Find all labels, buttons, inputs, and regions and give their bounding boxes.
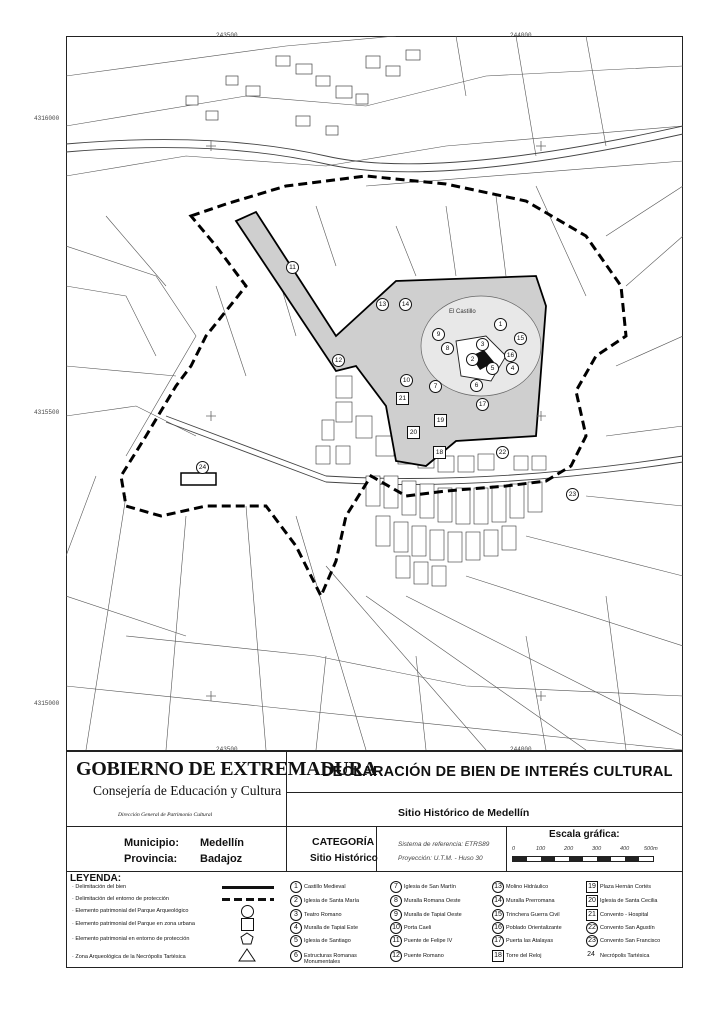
monument-label: Teatro Romano — [304, 912, 342, 918]
map-marker-12[interactable]: 12 — [332, 354, 345, 367]
monument-item-3 — [294, 911, 342, 918]
monument-label: Puente de Felipe IV — [404, 938, 453, 944]
map-marker-15[interactable]: 15 — [514, 332, 527, 345]
map-marker-11[interactable]: 11 — [286, 261, 299, 274]
categoria-label: CATEGORÍA — [312, 836, 375, 848]
map-marker-13[interactable]: 13 — [376, 298, 389, 311]
monument-item-21 — [588, 911, 649, 918]
site-title: Sitio Histórico de Medellín — [398, 807, 530, 819]
monument-item-13 — [494, 883, 549, 890]
map-marker-18[interactable]: 18 — [433, 446, 446, 459]
parcel-lines — [66, 36, 683, 750]
monument-item-11 — [392, 937, 453, 944]
map-marker-6[interactable]: 6 — [470, 379, 483, 392]
legend-triangle-symbol — [238, 948, 256, 962]
titleblock-line-decl — [286, 792, 683, 793]
monument-item-19 — [588, 883, 652, 890]
scale-tick-0: 0 — [512, 846, 516, 852]
provincia-value: Badajoz — [200, 853, 243, 865]
coord-top-left: 243500 — [216, 32, 238, 39]
legend-line-dashed — [222, 898, 274, 901]
monument-label: Puerta las Atalayas — [506, 938, 554, 944]
coord-left-middle: 4315500 — [34, 409, 60, 416]
monument-label: Convento San Agustín — [600, 925, 655, 931]
reference-system: Sistema de referencia: ETRS89 — [398, 841, 490, 848]
monument-item-17 — [494, 937, 554, 944]
map-marker-4[interactable]: 4 — [506, 362, 519, 375]
monument-number: 22 — [586, 922, 598, 934]
monument-number: 6 — [290, 950, 302, 962]
titleblock-line-3 — [66, 871, 683, 872]
legend-item-urbana: · Elemento patrimonial del Parque en zona urbana — [72, 921, 195, 927]
map-marker-23[interactable]: 23 — [566, 488, 579, 501]
monument-label: Convento - Hospital — [600, 912, 649, 918]
monument-item-15 — [494, 911, 560, 918]
legend-item-entorno-elem: · Elemento patrimonial en entorno de protección — [72, 936, 190, 942]
monument-item-8 — [394, 897, 461, 904]
monument-label: Plaza Hernán Cortés — [600, 884, 652, 890]
monument-item-2 — [294, 897, 360, 904]
monument-number: 11 — [390, 935, 402, 947]
monument-item-1 — [294, 883, 346, 890]
map-marker-3[interactable]: 3 — [476, 338, 489, 351]
map-marker-22[interactable]: 22 — [496, 446, 509, 459]
map-marker-9[interactable]: 9 — [432, 328, 445, 341]
monument-item-23 — [588, 937, 661, 944]
monument-number: 5 — [290, 935, 302, 947]
monument-label: Molino Hidráulico — [506, 884, 549, 890]
map-marker-8[interactable]: 8 — [441, 342, 454, 355]
monument-item-14 — [494, 897, 555, 904]
monument-number: 17 — [492, 935, 504, 947]
monument-label: Puente Romano — [404, 953, 444, 959]
monument-label: Iglesia de Santa María — [304, 898, 360, 904]
scale-tick-500: 500m — [644, 846, 658, 852]
categoria-value: Sitio Histórico — [310, 853, 378, 864]
monument-item-12 — [392, 952, 444, 959]
monument-number: 1 — [290, 881, 302, 893]
map-marker-20[interactable]: 20 — [407, 426, 420, 439]
legend-item-bien: · Delimitación del bien — [72, 884, 127, 890]
monument-number: 7 — [390, 881, 402, 893]
monument-label: Muralla de Tapial Oeste — [404, 912, 462, 918]
monument-item-7 — [394, 883, 456, 890]
map-marker-14[interactable]: 14 — [399, 298, 412, 311]
monument-item-6 — [294, 952, 384, 965]
legend-title: LEYENDA: — [70, 873, 122, 884]
map-marker-24[interactable]: 24 — [196, 461, 209, 474]
monument-label: Convento San Francisco — [600, 938, 661, 944]
map-marker-7[interactable]: 7 — [429, 380, 442, 393]
monument-label: Muralla Romana Oeste — [404, 898, 461, 904]
coord-left-top: 4316000 — [34, 115, 60, 122]
provincia-label: Provincia: — [124, 853, 178, 865]
scale-tick-100: 100 — [536, 846, 546, 852]
monument-item-20 — [588, 897, 658, 904]
legend-item-necropolis: · Zona Arqueológica de la Necrópolis Tartésica — [72, 954, 186, 960]
monument-item-16 — [494, 924, 562, 931]
monument-label: Castillo Medieval — [304, 884, 346, 890]
scale-title: Escala gráfica: — [549, 829, 620, 840]
map-marker-17[interactable]: 17 — [476, 398, 489, 411]
map-marker-19[interactable]: 19 — [434, 414, 447, 427]
map-marker-1[interactable]: 1 — [494, 318, 507, 331]
coord-top-right: 244000 — [510, 32, 532, 39]
monument-number: 12 — [390, 950, 402, 962]
monument-number: 2 — [290, 895, 302, 907]
monument-number: 4 — [290, 922, 302, 934]
monument-item-22 — [588, 924, 655, 931]
scale-tick-200: 200 — [564, 846, 574, 852]
legend-item-entorno: · Delimitación del entorno de protección — [72, 896, 169, 902]
coord-left-bottom: 4315000 — [34, 700, 60, 707]
monument-item-18 — [494, 952, 542, 959]
monument-label: Iglesia de Santiago — [304, 938, 351, 944]
map-marker-21[interactable]: 21 — [396, 392, 409, 405]
legend-item-parque: · Elemento patrimonial del Parque Arqueológico — [72, 908, 189, 914]
monument-label: Muralla de Tapial Este — [304, 925, 359, 931]
monument-number: 9 — [390, 909, 402, 921]
titleblock-vline-3 — [506, 826, 507, 871]
monument-item-9 — [394, 911, 462, 918]
titleblock-vline-2 — [376, 826, 377, 871]
municipio-label: Municipio: — [124, 837, 179, 849]
monument-number: 18 — [492, 950, 504, 962]
monument-number: 19 — [586, 881, 598, 893]
legend-square-symbol — [241, 918, 254, 931]
monument-label: Necrópolis Tartésica — [600, 953, 650, 959]
monument-item-10 — [392, 924, 432, 931]
map-marker-10[interactable]: 10 — [400, 374, 413, 387]
monument-item-24 — [587, 951, 650, 959]
monument-label: Estructuras Romanas Monumentales — [304, 953, 357, 965]
scale-tick-400: 400 — [620, 846, 630, 852]
gov-direction: Dirección General de Patrimonio Cultural — [118, 812, 213, 818]
map-view[interactable] — [66, 36, 683, 750]
monument-number: 13 — [492, 881, 504, 893]
projection: Proyección: U.T.M. - Huso 30 — [398, 855, 483, 862]
monument-number: 8 — [390, 895, 402, 907]
map-svg — [66, 36, 683, 750]
map-marker-5[interactable]: 5 — [486, 362, 499, 375]
monument-label: Poblado Orientalizante — [506, 925, 562, 931]
monument-number: 20 — [586, 895, 598, 907]
monument-number: 15 — [492, 909, 504, 921]
legend-circle-symbol — [241, 905, 254, 918]
monument-item-4 — [294, 924, 359, 931]
map-marker-16[interactable]: 16 — [504, 349, 517, 362]
monument-number: 3 — [290, 909, 302, 921]
monument-label: Porta Caeli — [404, 925, 432, 931]
monument-number: 21 — [586, 909, 598, 921]
declaration-title: DECLARACIÓN DE BIEN DE INTERÉS CULTURAL — [322, 764, 673, 780]
monument-number: 24 — [587, 951, 595, 958]
castle-label: El Castillo — [449, 309, 476, 315]
monument-label: Muralla Prerromana — [506, 898, 555, 904]
monument-label: Trinchera Guerra Civil — [506, 912, 560, 918]
municipio-value: Medellín — [200, 837, 245, 849]
necropolis-area — [181, 473, 216, 485]
gov-title: GOBIERNO DE EXTREMADURA — [76, 758, 377, 780]
monument-number: 14 — [492, 895, 504, 907]
map-marker-2[interactable]: 2 — [466, 353, 479, 366]
titleblock-top-line — [66, 750, 683, 752]
monument-label: Iglesia de San Martín — [404, 884, 456, 890]
buildings-north — [186, 50, 420, 135]
monument-item-5 — [294, 937, 351, 944]
gov-subtitle: Consejería de Educación y Cultura — [93, 783, 282, 798]
legend-line-solid — [222, 886, 274, 889]
titleblock-line-2 — [66, 826, 683, 827]
scale-tick-300: 300 — [592, 846, 602, 852]
monument-label: Torre del Reloj — [506, 953, 542, 959]
monument-label: Iglesia de Santa Cecilia — [600, 898, 658, 904]
scale-bar — [512, 856, 654, 862]
monument-number: 10 — [390, 922, 402, 934]
monument-number: 23 — [586, 935, 598, 947]
monument-number: 16 — [492, 922, 504, 934]
legend-pentagon-symbol — [240, 932, 254, 945]
